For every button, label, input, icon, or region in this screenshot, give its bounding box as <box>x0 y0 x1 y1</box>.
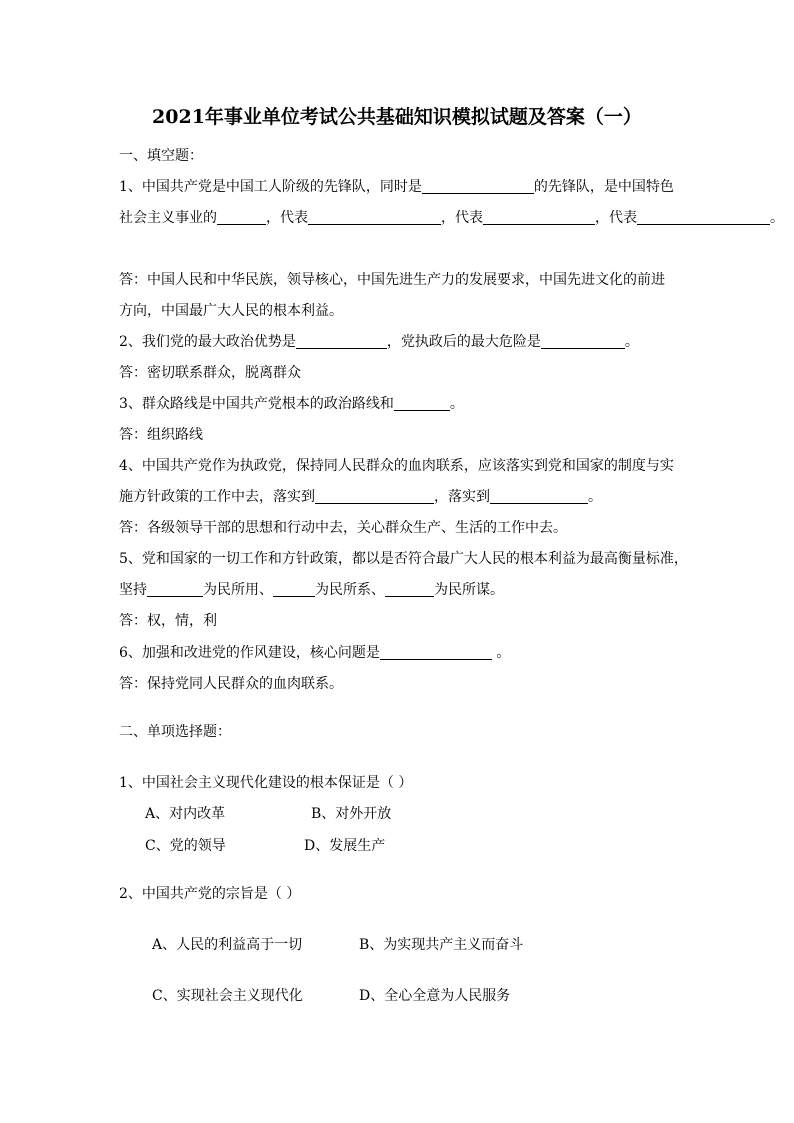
text: 。 <box>624 334 639 350</box>
mcq-2-option-d: D、全心全意为人民服务 <box>359 988 511 1004</box>
mcq-1-stem: 1、中国社会主义现代化建设的根本保证是（ ） <box>119 775 413 791</box>
answer-blank <box>147 582 203 597</box>
question-1-line-1 <box>119 177 674 197</box>
mcq-2-option-c: C、实现社会主义现代化 <box>152 988 303 1004</box>
mcq-1-option-b: B、对外开放 <box>311 806 392 822</box>
answer-6: 答：保持党同人民群众的血肉联系。 <box>119 676 343 692</box>
answer-3: 答：组织路线 <box>119 427 203 443</box>
question-1-line-2 <box>119 208 784 228</box>
answer-1-line-1: 答：中国人民和中华民族，领导核心，中国先进生产力的发展要求，中国先进文化的前进 <box>119 272 665 288</box>
text: 。 <box>770 210 784 226</box>
answer-blank <box>385 582 434 597</box>
text: 社会主义事业的 <box>119 210 217 226</box>
mcq-2-option-a: A、人民的利益高于一切 <box>152 937 303 953</box>
question-6 <box>119 643 510 663</box>
answer-blank <box>273 582 315 597</box>
answer-blank <box>541 334 625 349</box>
text: ，代表 <box>441 210 483 226</box>
section-heading-fill-blank: 一、填空题： <box>119 148 203 164</box>
text: ，代表 <box>266 210 308 226</box>
answer-4: 答：各级领导干部的思想和行动中去，关心群众生产、生活的工作中去。 <box>119 520 567 536</box>
answer-1-line-2: 方向，中国最广大人民的根本利益。 <box>119 303 343 319</box>
answer-blank <box>380 645 492 660</box>
answer-blank <box>308 210 441 225</box>
text: 为民所系、 <box>315 582 385 598</box>
mcq-1-option-d: D、发展生产 <box>304 838 386 854</box>
answer-blank <box>483 210 595 225</box>
section-heading-single-choice: 二、单项选择题： <box>119 724 231 740</box>
text: ，党执政后的最大危险是 <box>386 334 541 350</box>
answer-blank <box>217 210 266 225</box>
text: 的先锋队，是中国特色 <box>533 179 674 195</box>
text: 3、群众路线是中国共产党根本的政治路线和 <box>119 396 394 412</box>
answer-blank <box>490 489 588 504</box>
answer-blank <box>315 489 434 504</box>
text: 施方针政策的工作中去，落实到 <box>119 489 315 505</box>
answer-5: 答：权，情，利 <box>119 613 217 629</box>
question-5-line-2 <box>119 580 504 600</box>
text: 6、加强和改进党的作风建设，核心问题是 <box>119 645 380 661</box>
question-2 <box>119 332 639 352</box>
text: 坚持 <box>119 582 147 598</box>
text: ，落实到 <box>434 489 490 505</box>
mcq-1-option-a: A、对内改革 <box>145 806 226 822</box>
question-4-line-1: 4、中国共产党作为执政党，保持同人民群众的血肉联系，应该落实到党和国家的制度与实 <box>119 458 674 474</box>
text: 为民所用、 <box>203 582 273 598</box>
text: 为民所谋。 <box>434 582 504 598</box>
answer-2: 答：密切联系群众，脱离群众 <box>119 365 301 381</box>
text: 2、我们党的最大政治优势是 <box>119 334 296 350</box>
question-4-line-2 <box>119 487 602 507</box>
mcq-2-option-b: B、为实现共产主义而奋斗 <box>359 937 524 953</box>
text: ，代表 <box>595 210 637 226</box>
document-title: 2021年事业单位考试公共基础知识模拟试题及答案（一） <box>152 106 642 128</box>
mcq-1-option-c: C、党的领导 <box>145 838 226 854</box>
text: 。 <box>491 645 511 661</box>
answer-blank <box>637 210 770 225</box>
text: 。 <box>588 489 602 505</box>
question-5-line-1: 5、党和国家的一切工作和方针政策，都以是否符合最广大人民的根本利益为最高衡量标准， <box>119 551 688 567</box>
question-3 <box>119 394 464 414</box>
answer-blank <box>394 396 450 411</box>
answer-blank <box>296 334 387 349</box>
mcq-2-stem: 2、中国共产党的宗旨是（ ） <box>119 886 301 902</box>
text: 1、中国共产党是中国工人阶级的先锋队，同时是 <box>119 179 422 195</box>
answer-blank <box>422 179 534 194</box>
text: 。 <box>449 396 464 412</box>
